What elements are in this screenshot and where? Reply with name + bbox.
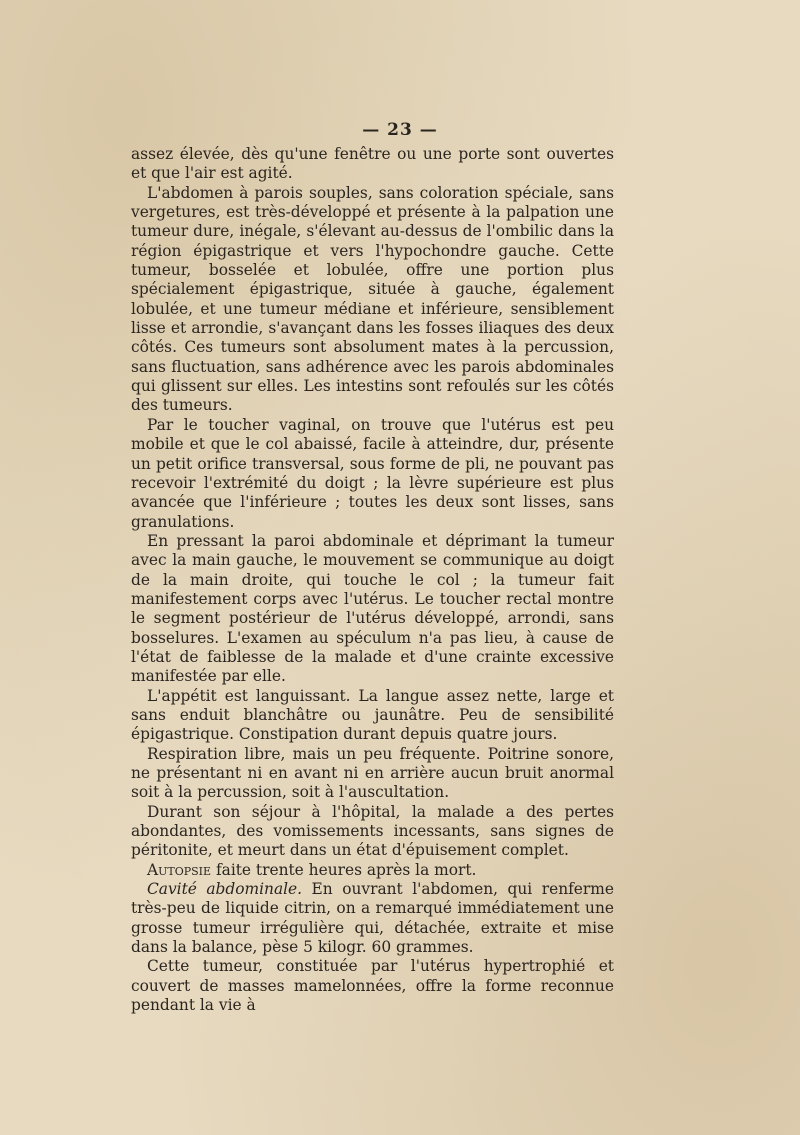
body-text	[131, 145, 614, 1015]
paragraph: Durant son séjour à l'hôpital, la malade a des pertes abondantes, des vomissements incessants, sans signes de péritonite, et meurt dans un état d'épuisement complet.	[131, 802, 614, 860]
autopsy-paragraph	[131, 861, 614, 880]
paragraph-last: Cette tumeur, constituée par l'utérus hypertrophié et couvert de masses mamelonnées, offre la forme reconnue pendant la vie à	[131, 957, 614, 1015]
cavity-heading: Cavité abdominale.	[147, 880, 303, 899]
paragraph: assez élevée, dès qu'une fenêtre ou une porte sont ouvertes et que l'air est agité.	[131, 145, 614, 183]
cavity-text: En ouvrant l'abdomen, qui renferme très-peu de liquide citrin, on a remarqué immédiatement une grosse tumeur irrégulière qui, détachée, extraite et mise dans la balance, pèse 5 kilogr. 60 grammes.	[131, 880, 614, 957]
cavity-paragraph	[131, 880, 614, 957]
autopsy-text: faite trente heures après la mort.	[211, 860, 477, 879]
paragraph: Par le toucher vaginal, on trouve que l'utérus est peu mobile et que le col abaissé, facile à atteindre, dur, présente un petit orifice transversal, sous forme de pli, ne pouvant pas recevoir l'extrémité du doigt ; la lèvre supérieure est plus avancée que l'inférieure ; toutes les deux sont lisses, sans granulations.	[131, 415, 614, 531]
page-number: — 23 —	[362, 120, 438, 140]
paragraph: L'appétit est languissant. La langue assez nette, large et sans enduit blanchâtre ou jaunâtre. Peu de sensibilité épigastrique. Constipation durant depuis quatre jours.	[131, 686, 614, 744]
autopsy-heading: Autopsie	[147, 860, 212, 879]
paragraph: En pressant la paroi abdominale et déprimant la tumeur avec la main gauche, le mouvement se communique au doigt de la main droite, qui touche le col ; la tumeur fait manifestement corps avec l'utérus. Le toucher rectal montre le segment postérieur de l'utérus développé, arrondi, sans bosselures. L'examen au spéculum n'a pas lieu, à cause de l'état de faiblesse de la malade et d'une crainte excessive manifestée par elle.	[131, 531, 614, 686]
paragraph: L'abdomen à parois souples, sans coloration spéciale, sans vergetures, est très-développé et présente à la palpation une tumeur dure, inégale, s'élevant au-dessus de l'ombilic dans la région épigastrique et vers l'hypochondre gauche. Cette tumeur, bosselée et lobulée, offre une portion plus spécialement épigastrique, située à gauche, également lobulée, et une tumeur médiane et inférieure, sensiblement lisse et arrondie, s'avançant dans les fosses iliaques des deux côtés. Ces tumeurs sont absolument mates à la percussion, sans fluctuation, sans adhérence avec les parois abdominales qui glissent sur elles. Les intestins sont refoulés sur les côtés des tumeurs.	[131, 183, 614, 415]
paragraph: Respiration libre, mais un peu fréquente. Poitrine sonore, ne présentant ni en avant ni en arrière aucun bruit anormal soit à la percussion, soit à l'auscultation.	[131, 744, 614, 802]
